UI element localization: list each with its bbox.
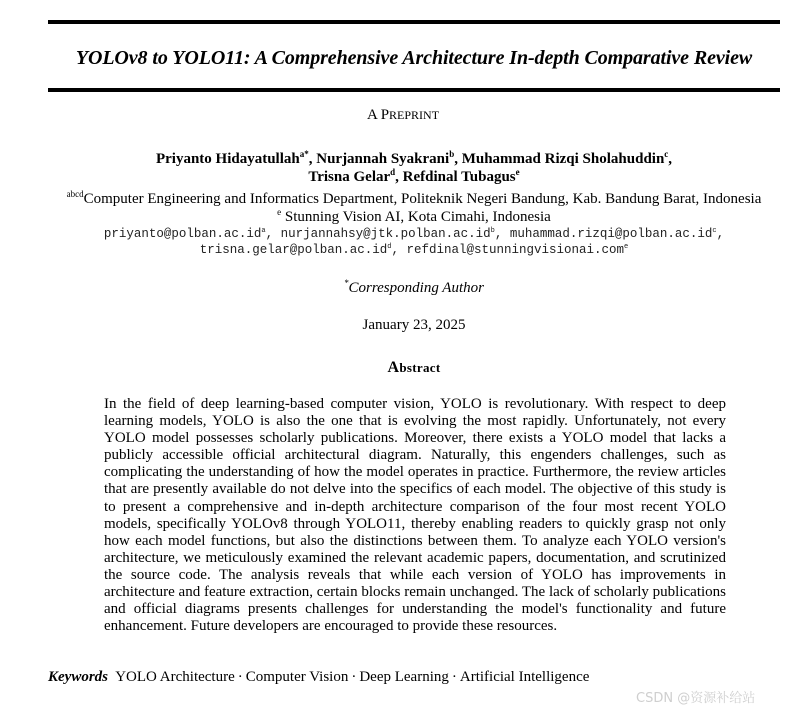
email: refdinal@stunningvisionai.com: [406, 243, 625, 257]
keyword: YOLO Architecture: [115, 669, 235, 685]
abstract-text: In the field of deep learning-based computer vision, YOLO is revolutionary. With respect to deep learning models, YOLO is also the one that is evolving the most rapidly. Unfortunately, not every YOLO model possesses scholarly publications. Moreover, there exists a YOLO model that lacks a publicly accessible official architectural diagram. Naturally, this engenders challenges, such as complicating the understanding of how the model operates in practice. Furthermore, the review articles that are presently available do not delve into the specifics of each model. The objective of this study is to present a comprehensive and in-depth architecture comparison of the four most recent YOLO models, specifically YOLOv8 through YOLO11, thereby enabling readers to quickly grasp not only how each model functions, but also the distinctions between them. To analyze each YOLO version's architecture, we meticulously examined the relevant academic papers, documentation, and scrutinized the source code. The analysis reveals that while each version of YOLO has improvements in architecture and feature extraction, certain blocks remain unchanged. The lack of scholarly publications and official diagrams presents challenges for understanding the model's functionality and future enhancement. Future developers are encouraged to provide these resources.: [104, 396, 726, 635]
keyword: Computer Vision: [245, 669, 349, 685]
email: priyanto@polban.ac.id: [103, 227, 262, 241]
author-name: Priyanto Hidayatullah: [155, 151, 300, 167]
title-bottom-rule: [48, 88, 780, 92]
author-sup: c: [664, 149, 669, 159]
author-list: Priyanto Hidayatullah$^{a*}$, Nurjannah Syakrani$^b$, Muhammad Rizqi Sholahuddin$^c$, Trisna Gelar$^d$, Refdinal Tubagus$^e$: [155, 149, 673, 185]
author-sup: b: [449, 149, 455, 159]
corresponding-author-note: *Corresponding Author: [344, 278, 484, 296]
author-sup: e: [515, 167, 520, 177]
author-name: Refdinal Tubagus: [402, 169, 516, 185]
keywords-label: Keywords: [48, 669, 108, 685]
email: muhammad.rizqi@polban.ac.id: [509, 227, 713, 241]
keyword: Deep Learning: [359, 669, 449, 685]
author-name: Trisna Gelar: [308, 169, 391, 185]
email: nurjannahsy@jtk.polban.ac.id: [280, 227, 491, 241]
author-name: Nurjannah Syakrani: [316, 151, 450, 167]
preprint-label: A PREPRINT: [366, 107, 440, 123]
site-watermark: CSDN @资源补给站: [636, 691, 756, 706]
paper-title: YOLOv8 to YOLO11: A Comprehensive Architecture In-depth Comparative Review: [75, 47, 753, 69]
keyword: Artificial Intelligence: [459, 669, 590, 685]
affiliation: $^e$ Stunning Vision AI, Kota Cimahi, Indonesia: [277, 207, 551, 225]
abstract-heading: Abstract: [387, 359, 441, 376]
email: trisna.gelar@polban.ac.id: [199, 243, 388, 257]
affiliation: $^{abcd}$Computer Engineering and Informatics Department, Politeknik Negeri Bandung, Kab. Bandung Barat, Indonesia: [66, 189, 762, 207]
author-name: Muhammad Rizqi Sholahuddin: [461, 151, 665, 167]
author-sup: d: [390, 167, 396, 177]
top-rule: [48, 20, 780, 24]
keywords-line: Keywords YOLO Architecture · Computer Vision · Deep Learning · Artificial Intelligence: [48, 669, 590, 685]
publication-date: January 23, 2025: [362, 317, 466, 333]
email-list: $priyanto@polban.ac.id^a$, $nurjannahsy@jtk.polban.ac.id^b$, $muhammad.rizqi@polban.ac.id^c$, $trisna.gelar@polban.ac.id^d$, refdinal@stunningvisionai.com$^e$: [103, 227, 725, 257]
author-sup: a*: [299, 149, 309, 159]
